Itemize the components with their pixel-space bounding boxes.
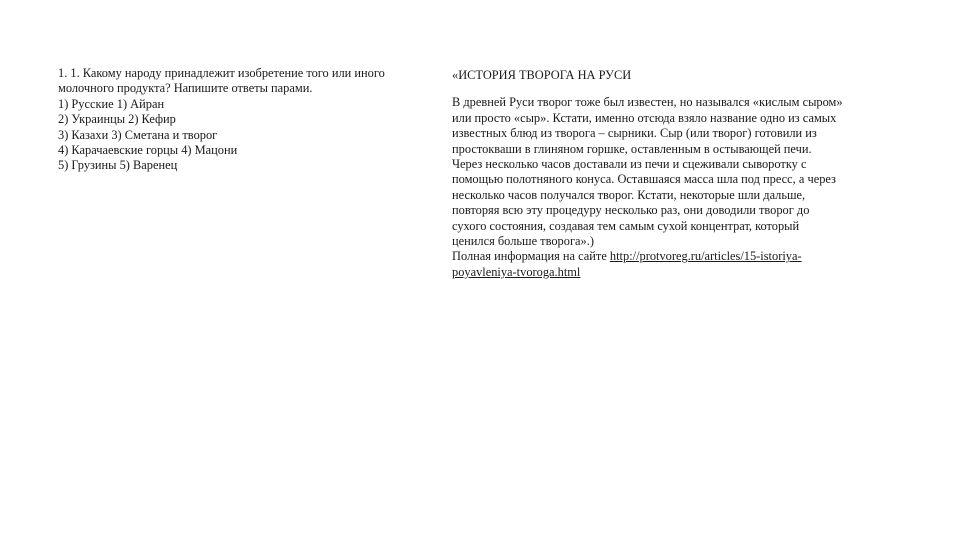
source-line-2	[452, 265, 902, 280]
history-line-6: помощью полотняного конуса. Оставшаяся масса шла под пресс, а через	[452, 172, 836, 187]
source-prefix: Полная информация на сайте	[452, 249, 610, 264]
history-line-1: В древней Руси творог тоже был известен, но назывался «кислым сыром»	[452, 95, 843, 110]
answer-pair-4: 4) Карачаевские горцы 4) Мацони	[58, 143, 238, 158]
answer-pair-1: 1) Русские 1) Айран	[58, 96, 165, 111]
history-line-9: сухого состояния, создавая тем самым сухой концентрат, который	[452, 218, 800, 233]
history-line-10: ценился больше творога».)	[452, 234, 594, 249]
history-title: «ИСТОРИЯ ТВОРОГА НА РУСИ	[452, 68, 632, 82]
history-line-2: или просто «сыр». Кстати, именно отсюда взяло название одно из самых	[452, 110, 837, 125]
history-line-3: известных блюд из творога – сырники. Сыр (или творог) готовили из	[452, 126, 817, 141]
history-line-7: несколько часов получался творог. Кстати, некоторые шли дальше,	[452, 187, 806, 202]
answer-pair-5: 5) Грузины 5) Варенец	[58, 158, 178, 173]
question-text-line-2: молочного продукта? Напишите ответы парами.	[58, 81, 313, 96]
history-text-block	[452, 68, 902, 280]
source-line	[452, 249, 902, 264]
history-line-8: повторяя всю эту процедуру несколько раз, они доводили творог до	[452, 203, 810, 218]
question-text-line-1: 1. 1. Какому народу принадлежит изобретение того или иного	[58, 66, 385, 80]
source-link-continued[interactable]: poyavleniya-tvoroga.html	[452, 264, 581, 279]
history-line-5: Через несколько часов доставали из печи и сцеживали сыворотку с	[452, 157, 807, 172]
answer-pair-3: 3) Казахи 3) Сметана и творог	[58, 127, 218, 142]
answer-pair-2: 2) Украинцы 2) Кефир	[58, 112, 176, 127]
history-line-4: простокваши в глиняном горшке, оставленным в остывающей печи.	[452, 141, 812, 156]
quiz-question-block	[58, 66, 438, 174]
source-link[interactable]: http://protvoreg.ru/articles/15-istoriya-	[609, 249, 802, 264]
